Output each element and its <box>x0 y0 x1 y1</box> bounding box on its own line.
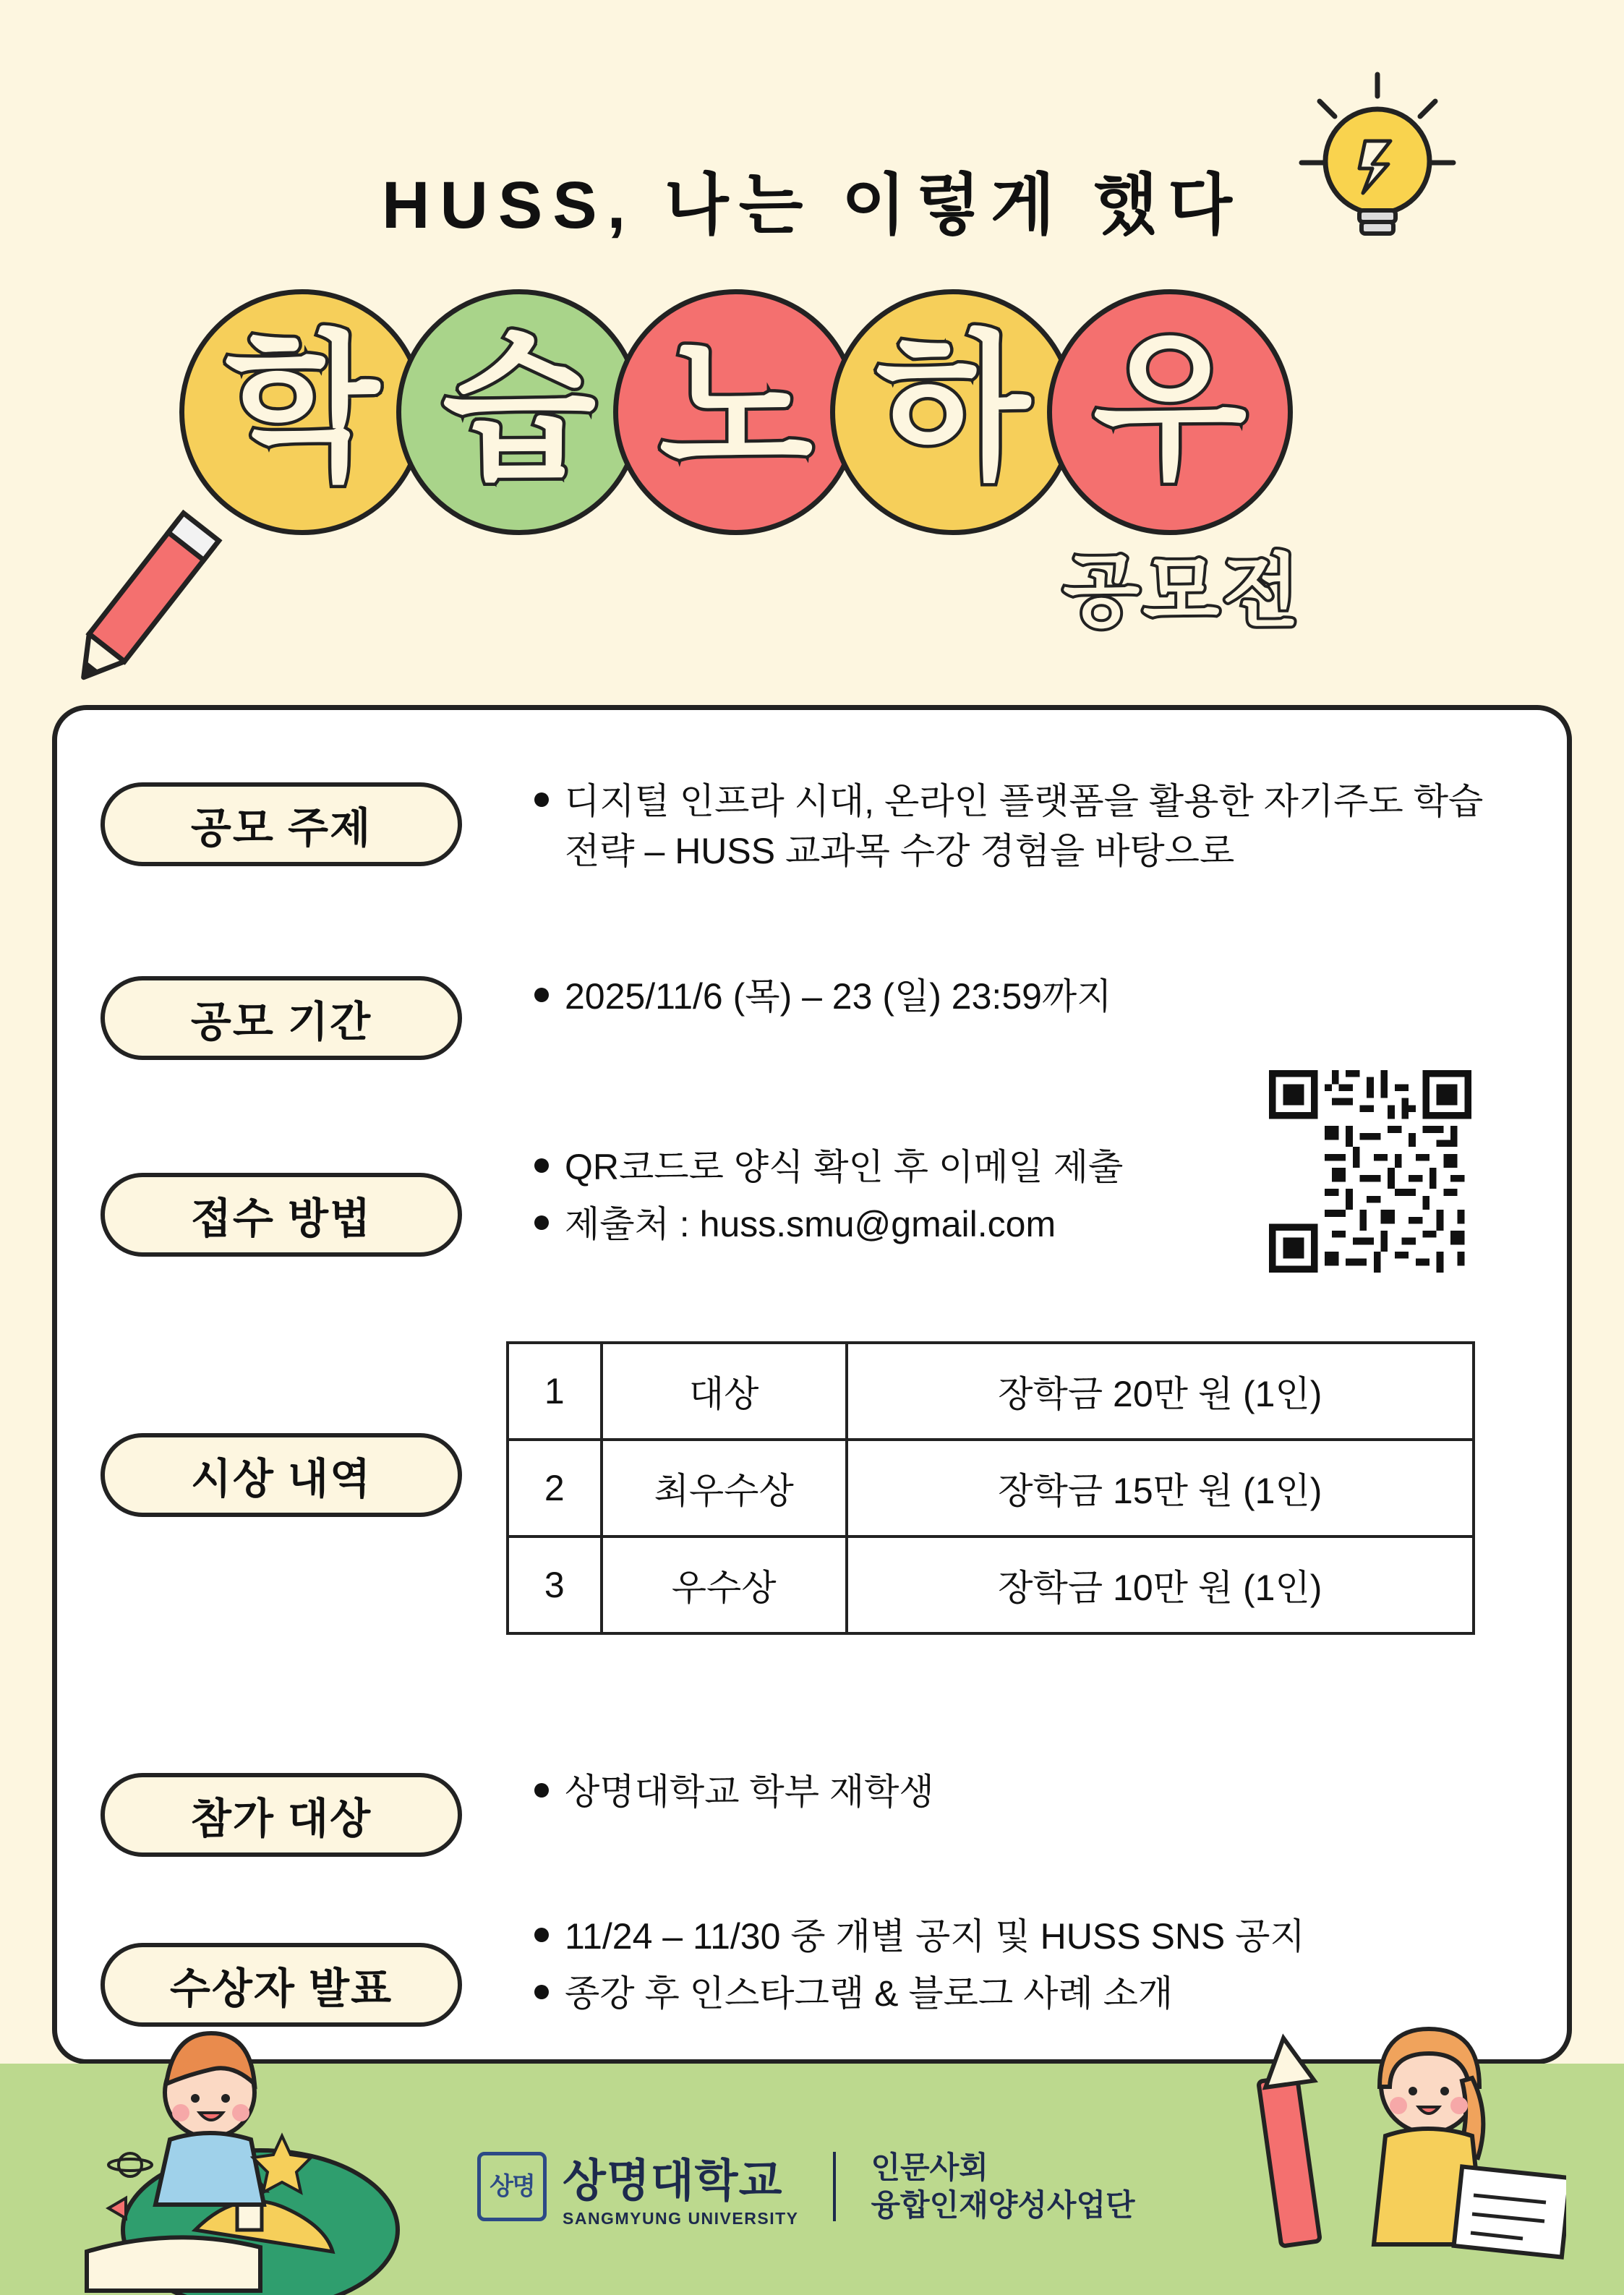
bullet-dot <box>534 1783 549 1798</box>
prize-rank: 2 <box>508 1440 602 1537</box>
department-line-2: 융합인재양성사업단 <box>871 2188 1135 2222</box>
prize-rank: 3 <box>508 1537 602 1633</box>
student-illustration-left <box>65 1991 441 2295</box>
prize-amount: 장학금 15만 원 (1인) <box>847 1440 1474 1537</box>
qr-code-icon[interactable] <box>1269 1070 1471 1273</box>
big-letter-1: 학 <box>225 320 380 497</box>
eligibility-text: 상명대학교 학부 재학생 <box>565 1772 934 1812</box>
big-letter-3: 노 <box>659 320 813 497</box>
big-letter-2: 습 <box>442 320 597 497</box>
prize-name: 최우수상 <box>602 1440 847 1537</box>
student-illustration-right <box>1219 1991 1566 2295</box>
announcement-text-2: 종강 후 인스타그램 & 블로그 사례 소개 <box>565 1973 1174 2014</box>
bullet-dot <box>534 988 549 1002</box>
department-name <box>871 2149 1134 2225</box>
university-name-en: SANGMYUNG UNIVERSITY <box>563 2209 799 2228</box>
big-letter-5: 우 <box>1093 320 1247 497</box>
content-eligibility <box>534 1767 1518 1824</box>
poster-headline: HUSS, 나는 이렇게 했다 <box>382 168 1242 242</box>
prize-name: 대상 <box>602 1343 847 1440</box>
pencil-icon <box>29 499 246 716</box>
label-eligibility: 참가 대상 <box>101 1773 462 1857</box>
prize-amount: 장학금 20만 원 (1인) <box>847 1343 1474 1440</box>
university-names <box>563 2145 798 2228</box>
label-prizes: 시상 내역 <box>101 1433 462 1517</box>
sangmyung-logo-icon: 상명 <box>477 2152 547 2221</box>
prize-rank: 1 <box>508 1343 602 1440</box>
bullet-dot <box>534 1928 549 1942</box>
table-row <box>508 1440 1474 1537</box>
table-row <box>508 1343 1474 1440</box>
announcement-text-1: 11/24 – 11/30 중 개별 공지 및 HUSS SNS 공지 <box>565 1916 1305 1957</box>
prize-name: 우수상 <box>602 1537 847 1633</box>
label-period: 공모 기간 <box>101 976 462 1060</box>
big-letter-4: 하 <box>876 320 1030 497</box>
period-text: 2025/11/6 (목) – 23 (일) 23:59까지 <box>565 976 1112 1017</box>
poster-headline-row <box>0 152 1624 247</box>
university-name-kr: 상명대학교 <box>563 2156 783 2206</box>
logo-divider <box>833 2152 836 2221</box>
submission-email-text: 제출처 : huss.smu@gmail.com <box>565 1204 1056 1244</box>
footer-logo <box>477 2145 1135 2228</box>
bullet-dot <box>534 792 549 807</box>
prize-amount: 장학금 10만 원 (1인) <box>847 1537 1474 1633</box>
content-submission <box>534 1142 1294 1257</box>
submission-method-text: QR코드로 양식 확인 후 이메일 제출 <box>565 1147 1124 1187</box>
label-announcement: 수상자 발표 <box>101 1943 462 2027</box>
content-topic <box>534 777 1518 884</box>
label-submission: 접수 방법 <box>101 1173 462 1257</box>
bullet-dot <box>534 1985 549 1999</box>
label-topic: 공모 주제 <box>101 782 462 866</box>
bullet-dot <box>534 1158 549 1173</box>
content-period <box>534 972 1518 1029</box>
sub-word: 공모전 <box>1063 547 1302 636</box>
department-line-1: 인문사회 <box>871 2150 988 2184</box>
table-row <box>508 1537 1474 1633</box>
bullet-dot <box>534 1215 549 1230</box>
prize-table <box>506 1341 1475 1635</box>
topic-text: 디지털 인프라 시대, 온라인 플랫폼을 활용한 자기주도 학습 전략 – HUSS 교과목 수강 경험을 바탕으로 <box>565 781 1484 871</box>
